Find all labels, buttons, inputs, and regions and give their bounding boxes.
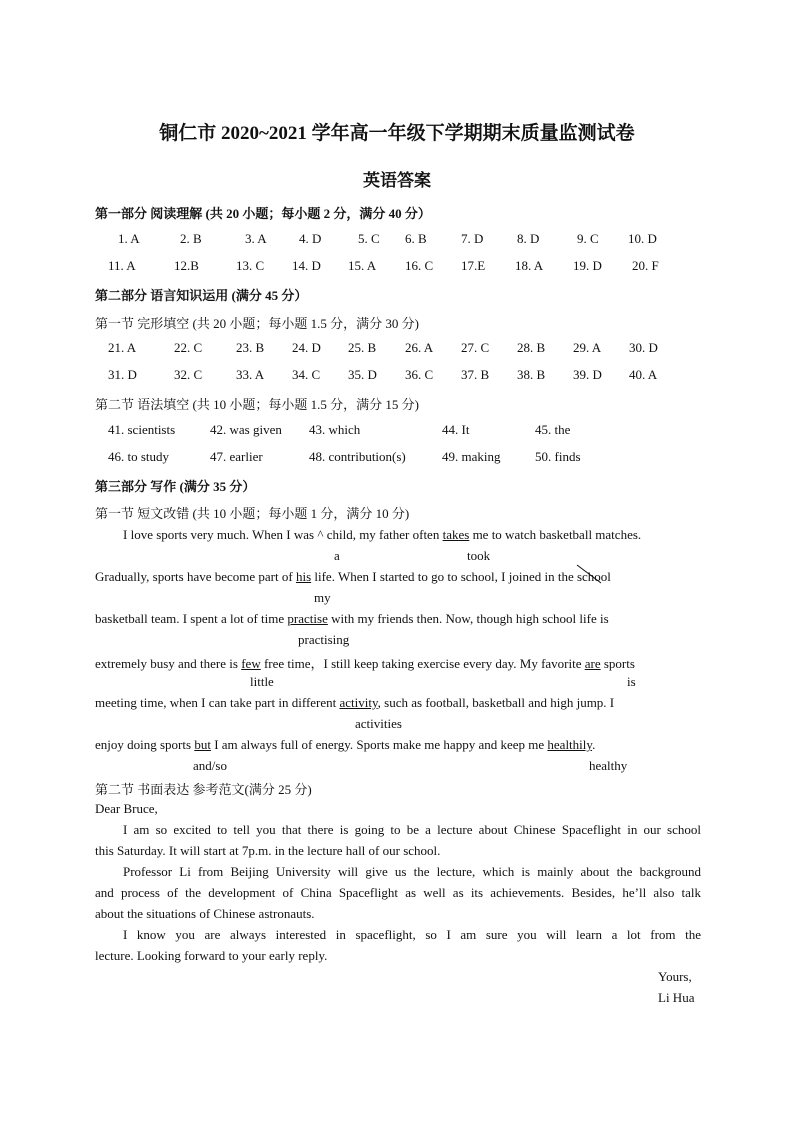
answer: 44. It — [442, 422, 470, 437]
letter-closing: Yours, — [658, 969, 692, 984]
answer: 30. D — [629, 340, 658, 355]
correction: took — [467, 548, 491, 563]
answer: 15. A — [348, 258, 377, 273]
answer: 6. B — [405, 231, 427, 246]
answer: 47. earlier — [210, 449, 263, 464]
correction: practising — [298, 632, 350, 647]
answer: 49. making — [442, 449, 501, 464]
answer: 32. C — [174, 367, 203, 382]
answer: 28. B — [517, 340, 546, 355]
answer: 8. D — [517, 231, 540, 246]
answer: 13. C — [236, 258, 265, 273]
line-text: meeting time, when I can take part in different — [95, 695, 340, 710]
answer: 9. C — [577, 231, 599, 246]
part2-section1-heading: 第一节 完形填空 (共 20 小题；每小题 1.5 分，满分 30 分) — [95, 316, 419, 331]
correction: little — [250, 674, 274, 689]
correction: and/so — [193, 758, 227, 773]
answer: 33. A — [236, 367, 265, 382]
line-text: sports — [600, 656, 635, 671]
answer: 43. which — [309, 422, 361, 437]
answer: 20. F — [632, 258, 659, 273]
correction: a — [334, 548, 340, 563]
answer: 16. C — [405, 258, 434, 273]
answer: 37. B — [461, 367, 490, 382]
deletion-slash-mark — [574, 563, 604, 585]
answer: 1. A — [118, 231, 140, 246]
answer: 14. D — [292, 258, 321, 273]
line-text: . — [592, 737, 596, 752]
answer: 12.B — [174, 258, 199, 273]
answer: 7. D — [461, 231, 484, 246]
correction: activities — [355, 716, 402, 731]
correction: healthy — [589, 758, 628, 773]
letter-line: this Saturday. It will start at 7p.m. in the lecture hall of our school. — [95, 843, 441, 858]
correction: is — [627, 674, 636, 689]
document-title: 铜仁市 2020~2021 学年高一年级下学期期末质量监测试卷 — [159, 123, 635, 144]
passage-line — [95, 569, 611, 585]
answer: 3. A — [245, 231, 267, 246]
line-text: enjoy doing sports — [95, 737, 195, 752]
answer: 24. D — [292, 340, 321, 355]
answer: 46. to study — [108, 449, 170, 464]
letter-line: about the situations of Chinese astronauts. — [95, 906, 315, 921]
line-text: I am always full of energy. Sports make me happy and keep me — [210, 737, 548, 752]
passage-line — [123, 527, 641, 543]
error-word: activity — [339, 695, 378, 710]
answer: 36. C — [405, 367, 434, 382]
letter-line: lecture. Looking forward to your early reply. — [95, 948, 328, 963]
answer: 48. contribution(s) — [309, 449, 406, 464]
error-word: are — [584, 656, 601, 671]
answer: 40. A — [629, 367, 658, 382]
line-text: Gradually, sports have become part of — [95, 569, 296, 584]
answer: 4. D — [299, 231, 322, 246]
answer: 39. D — [573, 367, 602, 382]
answer: 50. finds — [535, 449, 581, 464]
answer: 17.E — [461, 258, 486, 273]
letter-line: Professor Li from Beijing University will give us the lecture, which is mainly about the background — [123, 864, 701, 879]
answer: 31. D — [108, 367, 137, 382]
error-word: but — [194, 737, 211, 752]
passage-line — [95, 653, 635, 672]
line-text: with my friends then. Now, though high school life is — [327, 611, 609, 626]
answer: 5. C — [358, 231, 380, 246]
line-text: extremely busy and there is — [95, 656, 242, 671]
letter-line: I am so excited to tell you that there is going to be a lecture about Chinese Spaceflight in our school — [123, 822, 701, 837]
line-text: me to watch basketball matches. — [469, 527, 642, 542]
answer: 25. B — [348, 340, 377, 355]
document-subtitle: 英语答案 — [363, 171, 431, 190]
answer: 41. scientists — [108, 422, 176, 437]
line-text: free time，I still keep taking exercise every day. My favorite — [260, 656, 585, 671]
passage-line — [95, 737, 595, 753]
answer: 10. D — [628, 231, 657, 246]
part3-section1-heading: 第一节 短文改错 (共 10 小题；每小题 1 分，满分 10 分) — [95, 506, 410, 521]
line-text: basketball team. I spent a lot of time — [95, 611, 288, 626]
answer: 26. A — [405, 340, 434, 355]
part2-section2-heading: 第二节 语法填空 (共 10 小题；每小题 1.5 分，满分 15 分) — [95, 397, 419, 412]
error-word: his — [295, 569, 312, 584]
answer: 21. A — [108, 340, 137, 355]
part1-heading: 第一部分 阅读理解 (共 20 小题；每小题 2 分，满分 40 分） — [95, 206, 431, 221]
answer: 11. A — [108, 258, 136, 273]
error-word: few — [241, 656, 261, 671]
answer: 18. A — [515, 258, 544, 273]
part2-heading: 第二部分 语言知识运用 (满分 45 分） — [95, 288, 308, 303]
answer: 34. C — [292, 367, 321, 382]
part3-section2-heading: 第二节 书面表达 参考范文(满分 25 分) — [95, 782, 312, 797]
answer: 23. B — [236, 340, 265, 355]
answer: 35. D — [348, 367, 377, 382]
line-text: , such as football, basketball and high jump. I — [377, 695, 615, 710]
line-text: I love sports very much. When I was ^ child, my father often — [123, 527, 443, 542]
correction: my — [314, 590, 331, 605]
error-word: practise — [287, 611, 328, 626]
line-text: life. When I started to go to school, I joined in the school — [311, 569, 611, 584]
letter-line: and process of the development of China Spaceflight as well as its achievements. Besides, he’ll also talk — [95, 885, 701, 900]
answer: 42. was given — [210, 422, 282, 437]
answer: 45. the — [535, 422, 571, 437]
part3-heading: 第三部分 写作 (满分 35 分） — [95, 479, 256, 494]
passage-line — [95, 611, 609, 627]
error-word: takes — [442, 527, 470, 542]
error-word: healthily — [547, 737, 593, 752]
answer: 27. C — [461, 340, 490, 355]
answer: 19. D — [573, 258, 602, 273]
answer: 22. C — [174, 340, 203, 355]
answer: 38. B — [517, 367, 546, 382]
answer: 2. B — [180, 231, 202, 246]
answer: 29. A — [573, 340, 602, 355]
letter-line: I know you are always interested in spaceflight, so I am sure you will learn a lot from the — [123, 927, 701, 942]
passage-line — [95, 695, 614, 711]
letter-signature: Li Hua — [658, 990, 695, 1005]
letter-greeting: Dear Bruce, — [95, 801, 158, 816]
